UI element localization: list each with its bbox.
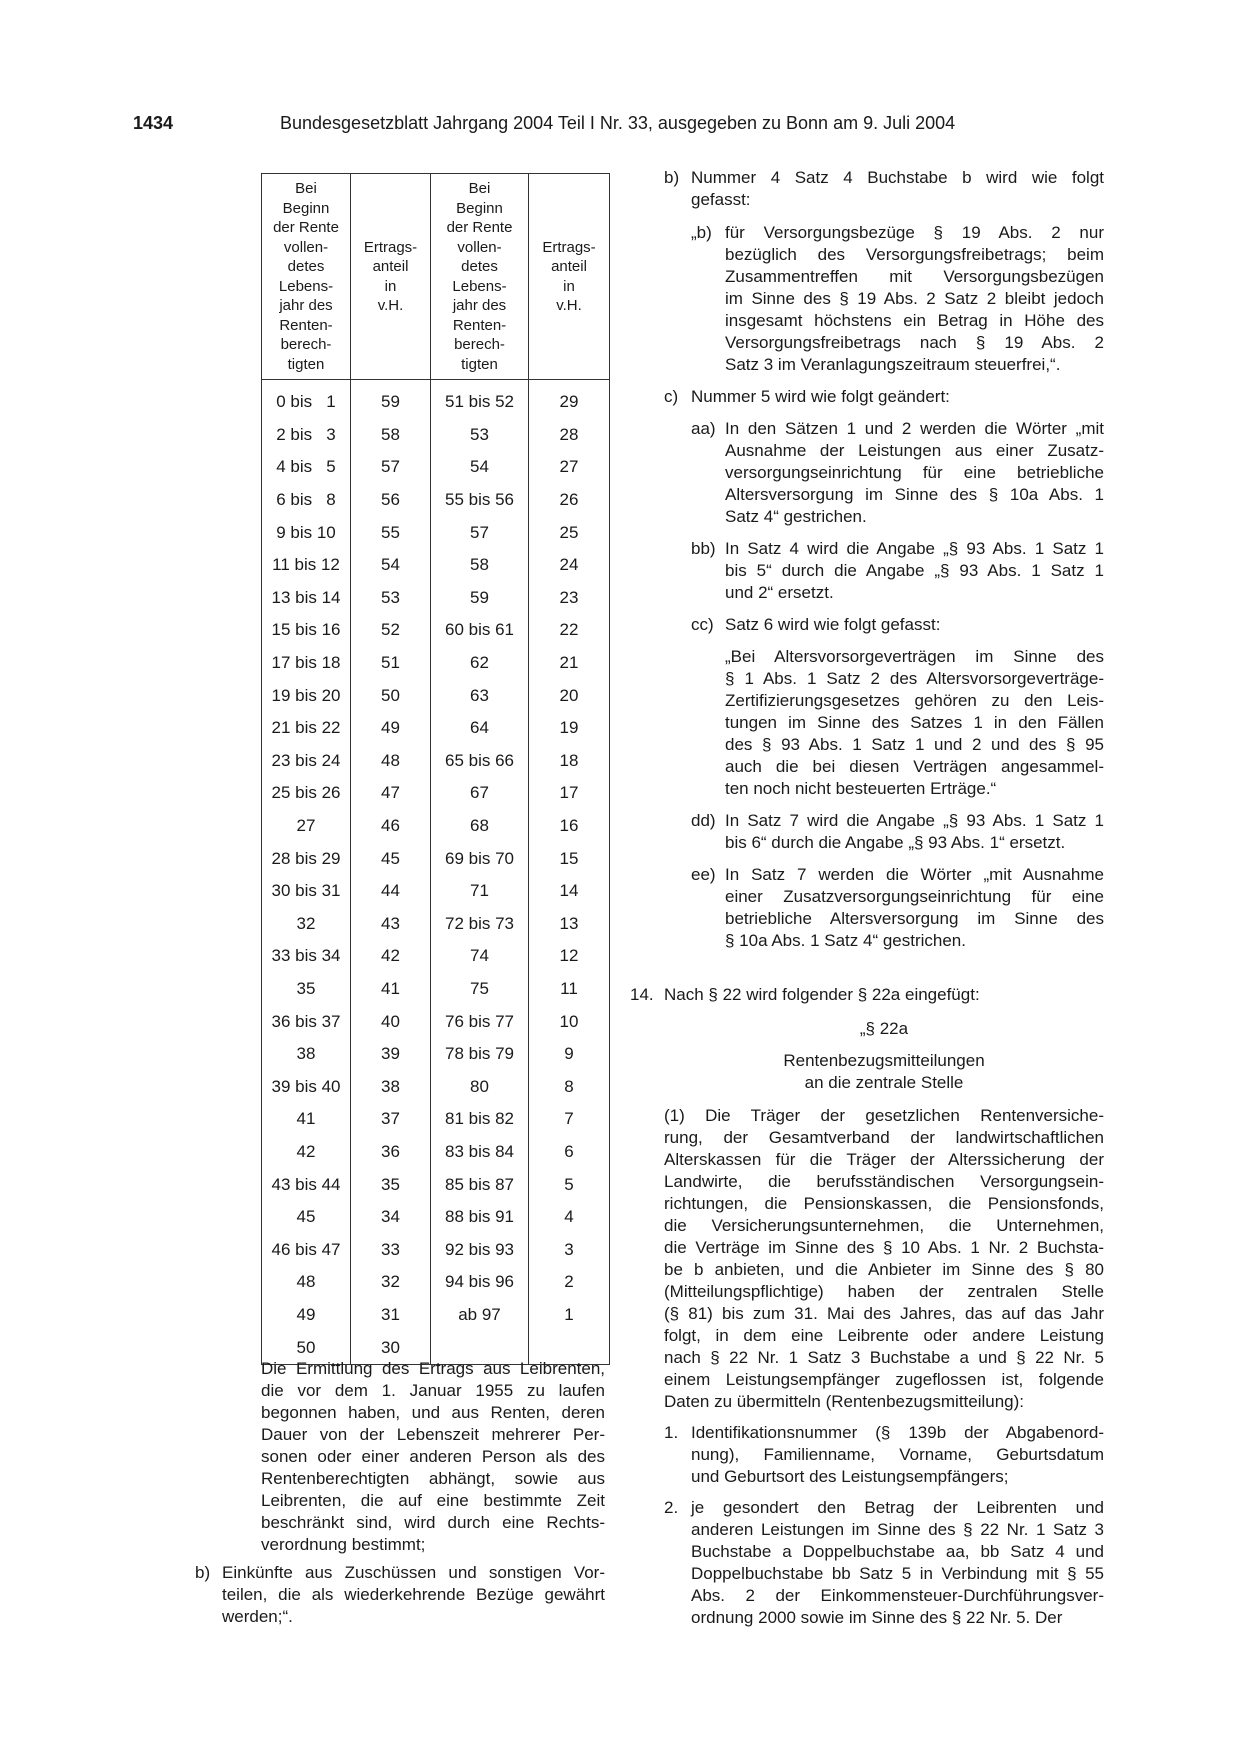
table-cell: 58 bbox=[431, 549, 529, 582]
table-cell: 32 bbox=[351, 1266, 431, 1299]
table-cell: 16 bbox=[529, 810, 610, 843]
paragraph-1 bbox=[664, 1105, 1104, 1413]
table-cell: 83 bis 84 bbox=[431, 1136, 529, 1169]
table-cell: 19 bbox=[529, 712, 610, 745]
table-row bbox=[262, 810, 610, 843]
table-cell: 59 bbox=[431, 582, 529, 615]
table-cell: 13 bis 14 bbox=[262, 582, 351, 615]
table-cell: 6 bis 8 bbox=[262, 484, 351, 517]
table-row bbox=[262, 908, 610, 941]
table-header-line: anteil bbox=[372, 258, 409, 275]
table-cell: 23 bbox=[529, 582, 610, 615]
item-ee-label: ee) bbox=[691, 865, 716, 884]
b-quote-line: für Versorgungsbezüge § 19 Abs. 2 nur bbox=[725, 223, 1104, 242]
cc-quote-line: Zertifizierungsgesetzes gehören zu den Leis- bbox=[725, 691, 1104, 710]
b-quote-text bbox=[725, 222, 1104, 376]
item-bb-label: bb) bbox=[691, 539, 716, 558]
table-cell: 38 bbox=[262, 1038, 351, 1071]
aa-line: In den Sätzen 1 und 2 werden die Wörter „mit bbox=[725, 419, 1104, 438]
table-cell: 31 bbox=[351, 1299, 431, 1332]
page-number: 1434 bbox=[133, 113, 174, 133]
table-header-line: v.H. bbox=[556, 297, 582, 314]
table-cell: 63 bbox=[431, 679, 529, 712]
aa-line: Altersversorgung im Sinne des § 10a Abs. 1 bbox=[725, 485, 1104, 504]
table-cell: 41 bbox=[262, 1103, 351, 1136]
aa-line: Ausnahme der Leistungen aus einer Zusatz- bbox=[725, 441, 1104, 460]
b-quote-line: insgesamt höchstens ein Betrag in Höhe des bbox=[725, 311, 1104, 330]
table-row bbox=[262, 614, 610, 647]
table-row bbox=[262, 419, 610, 452]
table-header-line: der Rente bbox=[273, 219, 339, 236]
list-item-2-text bbox=[691, 1497, 1104, 1629]
table-header-line: berech- bbox=[280, 336, 332, 353]
para1-line: die Versicherungsunternehmen, die Unternehmen, bbox=[664, 1216, 1104, 1235]
item-bb-text bbox=[725, 538, 1104, 604]
table-row bbox=[262, 940, 610, 973]
table-cell: 33 bis 34 bbox=[262, 940, 351, 973]
dd-line: In Satz 7 wird die Angabe „§ 93 Abs. 1 Satz 1 bbox=[725, 811, 1104, 830]
table-cell: 35 bbox=[351, 1168, 431, 1201]
table-cell: 42 bbox=[262, 1136, 351, 1169]
para1-line: Daten zu übermitteln (Rentenbezugsmitteilung): bbox=[664, 1392, 1025, 1411]
table-cell: 17 bbox=[529, 777, 610, 810]
ee-line: einer Zusatzversorgungseinrichtung für eine bbox=[725, 887, 1104, 906]
item-14-text: Nach § 22 wird folgender § 22a eingefügt: bbox=[664, 985, 980, 1004]
table-cell: 92 bis 93 bbox=[431, 1233, 529, 1266]
table-cell: 17 bis 18 bbox=[262, 647, 351, 680]
table-cell: 26 bbox=[529, 484, 610, 517]
table-cell: 28 bbox=[529, 419, 610, 452]
para1-line: die Verträge im Sinne des § 10 Abs. 1 Nr. 2 Buchsta- bbox=[664, 1238, 1104, 1257]
table-cell: 52 bbox=[351, 614, 431, 647]
table-cell: 56 bbox=[351, 484, 431, 517]
b-quote-line: bezüglich des Versorgungsfreibetrags; beim bbox=[725, 245, 1104, 264]
item-14-label: 14. bbox=[630, 985, 654, 1004]
table-cell: 34 bbox=[351, 1201, 431, 1234]
table-row bbox=[262, 745, 610, 778]
table-cell: 24 bbox=[529, 549, 610, 582]
table-cell: 37 bbox=[351, 1103, 431, 1136]
table-row bbox=[262, 451, 610, 484]
left-item-b-text bbox=[222, 1562, 605, 1628]
table-cell: 68 bbox=[431, 810, 529, 843]
table-row bbox=[262, 1103, 610, 1136]
section-title bbox=[664, 1050, 1104, 1094]
b-quote-line: im Sinne des § 19 Abs. 2 Satz 2 bleibt jedoch bbox=[725, 289, 1104, 308]
left-b-line: teilen, die als wiederkehrende Bezüge gewährt bbox=[222, 1585, 605, 1604]
table-cell: 1 bbox=[529, 1299, 610, 1332]
table-cell: 21 bis 22 bbox=[262, 712, 351, 745]
table-cell: 69 bis 70 bbox=[431, 842, 529, 875]
ermittlung-line: verordnung bestimmt; bbox=[261, 1535, 426, 1554]
item-dd-text bbox=[725, 810, 1104, 854]
item-aa-text bbox=[725, 418, 1104, 528]
right-item-b-label: b) bbox=[664, 168, 680, 187]
section-heading: „§ 22a bbox=[859, 1019, 909, 1038]
table-row bbox=[262, 1168, 610, 1201]
table-header-line: Beginn bbox=[456, 199, 503, 217]
item2-line: anderen Leistungen im Sinne des § 22 Nr. 1 Satz 3 bbox=[691, 1520, 1104, 1539]
para1-line: nach § 22 Nr. 1 Satz 3 Buchstabe a und § 22 Nr. 5 bbox=[664, 1348, 1104, 1367]
table-cell: 10 bbox=[529, 1005, 610, 1038]
table-cell: 58 bbox=[351, 419, 431, 452]
table-cell: 54 bbox=[351, 549, 431, 582]
table-cell: 19 bis 20 bbox=[262, 679, 351, 712]
table-cell: 14 bbox=[529, 875, 610, 908]
table-cell: 6 bbox=[529, 1136, 610, 1169]
table-cell: 5 bbox=[529, 1168, 610, 1201]
table-header-line: Bei bbox=[468, 180, 491, 197]
table-cell: 71 bbox=[431, 875, 529, 908]
table-cell: 22 bbox=[529, 614, 610, 647]
table-cell: 28 bis 29 bbox=[262, 842, 351, 875]
table-header-col1 bbox=[262, 174, 351, 380]
table-header-line: tigten bbox=[287, 355, 325, 373]
table-cell: 4 bis 5 bbox=[262, 451, 351, 484]
table-cell: 88 bis 91 bbox=[431, 1201, 529, 1234]
bb-line: bis 5“ durch die Angabe „§ 93 Abs. 1 Satz 1 bbox=[725, 561, 1104, 580]
table-cell: 53 bbox=[431, 419, 529, 452]
table-cell: 57 bbox=[351, 451, 431, 484]
item1-line: und Geburtsort des Leistungsempfängers; bbox=[691, 1467, 1009, 1486]
page-header: Bundesgesetzblatt Jahrgang 2004 Teil I Nr. 33, ausgegeben zu Bonn am 9. Juli 2004 bbox=[280, 113, 956, 133]
table-row bbox=[262, 842, 610, 875]
item-cc-text: Satz 6 wird wie folgt gefasst: bbox=[725, 615, 941, 634]
b-quote-line: Versorgungsfreibetrags nach § 19 Abs. 2 bbox=[725, 333, 1104, 352]
table-cell: 42 bbox=[351, 940, 431, 973]
table-header-line: Lebens- bbox=[278, 277, 334, 295]
table-cell: 55 bbox=[351, 516, 431, 549]
table-cell: 44 bbox=[351, 875, 431, 908]
table-row bbox=[262, 380, 610, 419]
table-cell: 36 bbox=[351, 1136, 431, 1169]
para1-line: be b anbieten, und die Anbieter im Sinne des § 80 bbox=[664, 1260, 1104, 1279]
table-cell: 23 bis 24 bbox=[262, 745, 351, 778]
table-cell: 2 bis 3 bbox=[262, 419, 351, 452]
table-cell: 46 bis 47 bbox=[262, 1233, 351, 1266]
table-row bbox=[262, 582, 610, 615]
table-row bbox=[262, 549, 610, 582]
table-cell: 46 bbox=[351, 810, 431, 843]
bb-line: und 2“ ersetzt. bbox=[725, 583, 834, 602]
table-row bbox=[262, 1136, 610, 1169]
table-header-line: detes bbox=[461, 258, 498, 275]
table-header-line: v.H. bbox=[377, 297, 404, 314]
cc-quote-line: tungen im Sinne des Satzes 1 in den Fällen bbox=[725, 713, 1104, 732]
table-cell: 0 bis 1 bbox=[262, 380, 351, 419]
table-cell: 76 bis 77 bbox=[431, 1005, 529, 1038]
right-item-b-text bbox=[691, 167, 1104, 211]
table-row bbox=[262, 1201, 610, 1234]
table-cell: 59 bbox=[351, 380, 431, 419]
table-row bbox=[262, 1266, 610, 1299]
table-cell: 64 bbox=[431, 712, 529, 745]
table-cell: 55 bis 56 bbox=[431, 484, 529, 517]
table-header-line: Beginn bbox=[282, 199, 330, 217]
ee-line: In Satz 7 werden die Wörter „mit Ausnahme bbox=[725, 865, 1104, 884]
table-header-col4 bbox=[529, 174, 610, 380]
table-cell: 18 bbox=[529, 745, 610, 778]
table-cell: 51 bbox=[351, 647, 431, 680]
right-b-line: Nummer 4 Satz 4 Buchstabe b wird wie folgt bbox=[691, 168, 1104, 187]
ee-line: § 10a Abs. 1 Satz 4“ gestrichen. bbox=[725, 931, 966, 950]
table-cell: 48 bbox=[262, 1266, 351, 1299]
table-cell: 30 bis 31 bbox=[262, 875, 351, 908]
right-item-c-label: c) bbox=[664, 387, 679, 406]
item-cc-label: cc) bbox=[691, 615, 714, 634]
table-header-line: detes bbox=[287, 258, 325, 275]
table-cell: ab 97 bbox=[431, 1299, 529, 1332]
table-row bbox=[262, 1005, 610, 1038]
table-cell: 27 bbox=[529, 451, 610, 484]
para1-line: Landwirte, die berufsständischen Versorgungsein- bbox=[664, 1172, 1104, 1191]
dd-line: bis 6“ durch die Angabe „§ 93 Abs. 1“ ersetzt. bbox=[725, 833, 1066, 852]
table-cell: 60 bis 61 bbox=[431, 614, 529, 647]
ermittlung-line: die vor dem 1. Januar 1955 zu laufen bbox=[261, 1381, 605, 1400]
table-cell: 85 bis 87 bbox=[431, 1168, 529, 1201]
table-cell: 40 bbox=[351, 1005, 431, 1038]
item1-line: Identifikationsnummer (§ 139b der Abgabenord- bbox=[691, 1423, 1104, 1442]
aa-line: versorgungseinrichtung für eine betriebliche bbox=[725, 463, 1104, 482]
table-cell: 7 bbox=[529, 1103, 610, 1136]
table-cell: 62 bbox=[431, 647, 529, 680]
table-header-line: anteil bbox=[551, 258, 587, 275]
table-cell: 45 bbox=[351, 842, 431, 875]
ermittlung-line: Dauer von der Lebenszeit mehrerer Per- bbox=[261, 1425, 605, 1444]
table-cell: 32 bbox=[262, 908, 351, 941]
table-header-line: vollen- bbox=[283, 238, 329, 256]
table-cell: 15 bbox=[529, 842, 610, 875]
table-cell: 12 bbox=[529, 940, 610, 973]
left-b-line: Einkünfte aus Zuschüssen und sonstigen Vor- bbox=[222, 1563, 605, 1582]
table-row bbox=[262, 647, 610, 680]
ermittlung-line: Leibrenten, die auf eine bestimmte Zeit bbox=[261, 1491, 605, 1510]
para1-line: Alterskassen für die Träger der Alterssicherung der bbox=[664, 1150, 1104, 1169]
table-row bbox=[262, 777, 610, 810]
table-header-line: jahr des bbox=[279, 297, 333, 314]
list-item-2-label: 2. bbox=[664, 1498, 679, 1517]
table-header-line: der Rente bbox=[446, 219, 513, 236]
table-cell: 41 bbox=[351, 973, 431, 1006]
table-row bbox=[262, 1299, 610, 1332]
table-cell: 51 bis 52 bbox=[431, 380, 529, 419]
table-cell: 38 bbox=[351, 1070, 431, 1103]
ermittlung-line: begonnen haben, und aus Renten, deren bbox=[261, 1403, 605, 1422]
b-quote-line: Satz 3 im Veranlagungszeitraum steuerfrei,“. bbox=[725, 355, 1061, 374]
table-header-line: Renten- bbox=[279, 316, 333, 334]
table-header-line: in bbox=[563, 277, 575, 295]
table-cell: 65 bis 66 bbox=[431, 745, 529, 778]
table-cell: 39 bbox=[351, 1038, 431, 1071]
item-aa-label: aa) bbox=[691, 419, 716, 438]
table-cell: 50 bbox=[262, 1331, 351, 1364]
table-header-line: Renten- bbox=[452, 316, 507, 334]
para1-line: einem Leistungsempfänger zugeflossen ist, folgende bbox=[664, 1370, 1104, 1389]
section-title-line: Rentenbezugsmitteilungen bbox=[783, 1051, 985, 1070]
table-cell: 78 bis 79 bbox=[431, 1038, 529, 1071]
table-cell: 8 bbox=[529, 1070, 610, 1103]
para1-line: (Mitteilungspflichtige) haben der zentralen Stelle bbox=[664, 1282, 1104, 1301]
table-cell: 43 bis 44 bbox=[262, 1168, 351, 1201]
table-cell: 9 bbox=[529, 1038, 610, 1071]
table-cell: 15 bis 16 bbox=[262, 614, 351, 647]
table-cell: 53 bbox=[351, 582, 431, 615]
table-header-line: in bbox=[384, 277, 397, 295]
table-cell: 45 bbox=[262, 1201, 351, 1234]
left-b-line: werden;“. bbox=[222, 1607, 293, 1626]
cc-quote-line: § 1 Abs. 1 Satz 2 des Altersvorsorgeverträge- bbox=[725, 669, 1104, 688]
cc-quote-line: des § 93 Abs. 1 Satz 1 und 2 und des § 95 bbox=[725, 735, 1104, 754]
table-cell: 4 bbox=[529, 1201, 610, 1234]
cc-quote-line: auch die bei diesen Verträgen angesammel- bbox=[725, 757, 1104, 776]
table-cell: 57 bbox=[431, 516, 529, 549]
table-header-line: Bei bbox=[295, 180, 317, 197]
table-cell: 27 bbox=[262, 810, 351, 843]
cc-quote-line: ten noch nicht besteuerten Erträge.“ bbox=[725, 779, 997, 798]
table-cell: 43 bbox=[351, 908, 431, 941]
table-cell: 20 bbox=[529, 679, 610, 712]
ee-line: betriebliche Altersversorgung im Sinne des bbox=[725, 909, 1104, 928]
table-cell: 72 bis 73 bbox=[431, 908, 529, 941]
item2-line: je gesondert den Betrag der Leibrenten und bbox=[691, 1498, 1104, 1517]
table-cell: 47 bbox=[351, 777, 431, 810]
table-cell: 35 bbox=[262, 973, 351, 1006]
para1-line: richtungen, die Pensionskassen, die Pensionsfonds, bbox=[664, 1194, 1104, 1213]
table-cell: 13 bbox=[529, 908, 610, 941]
table-row bbox=[262, 679, 610, 712]
table-cell: 21 bbox=[529, 647, 610, 680]
table-cell: 29 bbox=[529, 380, 610, 419]
table-cell: 80 bbox=[431, 1070, 529, 1103]
item2-line: ordnung 2000 sowie im Sinne des § 22 Nr. 5. Der bbox=[691, 1608, 1063, 1627]
table-cell: 3 bbox=[529, 1233, 610, 1266]
item-ee-text bbox=[725, 864, 1104, 952]
table-cell: 67 bbox=[431, 777, 529, 810]
table-header-col3 bbox=[431, 174, 529, 380]
cc-quote-text bbox=[725, 646, 1104, 800]
table-row bbox=[262, 484, 610, 517]
table-header-line: jahr des bbox=[452, 297, 507, 314]
ermittlung-line: beschränkt sind, wird durch eine Rechts- bbox=[261, 1513, 605, 1532]
table-row bbox=[262, 875, 610, 908]
right-b-line: gefasst: bbox=[691, 190, 751, 209]
table-cell: 94 bis 96 bbox=[431, 1266, 529, 1299]
table-cell: 30 bbox=[351, 1331, 431, 1364]
item2-line: Buchstabe a Doppelbuchstabe aa, bb Satz 4 und bbox=[691, 1542, 1104, 1561]
bb-line: In Satz 4 wird die Angabe „§ 93 Abs. 1 Satz 1 bbox=[725, 539, 1104, 558]
ermittlung-line: Rentenberechtigten abhängt, sowie aus bbox=[261, 1469, 605, 1488]
section-title-line: an die zentrale Stelle bbox=[804, 1073, 964, 1092]
para1-line: (1) Die Träger der gesetzlichen Rentenversiche- bbox=[664, 1106, 1104, 1125]
ermittlung-paragraph bbox=[261, 1358, 605, 1556]
table-cell: 75 bbox=[431, 973, 529, 1006]
table-cell: 11 bis 12 bbox=[262, 549, 351, 582]
b-quote-line: Zusammentreffen mit Versorgungsbezügen bbox=[725, 267, 1104, 286]
table-cell: 49 bbox=[351, 712, 431, 745]
table-header-line: vollen- bbox=[457, 238, 502, 256]
aa-line: Satz 4“ gestrichen. bbox=[725, 507, 867, 526]
b-quote-label: „b) bbox=[691, 223, 712, 242]
item2-line: Abs. 2 der Einkommensteuer-Durchführungsver- bbox=[691, 1586, 1104, 1605]
table-cell: 9 bis 10 bbox=[262, 516, 351, 549]
table-cell: 25 bis 26 bbox=[262, 777, 351, 810]
item2-line: Doppelbuchstabe bb Satz 5 in Verbindung mit § 55 bbox=[691, 1564, 1104, 1583]
table-row bbox=[262, 1070, 610, 1103]
table-cell: 11 bbox=[529, 973, 610, 1006]
right-item-c-text: Nummer 5 wird wie folgt geändert: bbox=[691, 387, 950, 406]
table-cell: 74 bbox=[431, 940, 529, 973]
table-header-line: tigten bbox=[461, 355, 498, 373]
table-cell: 48 bbox=[351, 745, 431, 778]
item1-line: nung), Familienname, Vorname, Geburtsdatum bbox=[691, 1445, 1104, 1464]
table-cell: 39 bis 40 bbox=[262, 1070, 351, 1103]
table-cell: 33 bbox=[351, 1233, 431, 1266]
table-header-col2 bbox=[351, 174, 431, 380]
para1-line: (§ 81) bis zum 31. Mai des Jahres, das auf das Jahr bbox=[664, 1304, 1104, 1323]
left-item-b-label: b) bbox=[195, 1563, 211, 1582]
ermittlung-line: sonen oder einer anderen Person als des bbox=[261, 1447, 605, 1466]
table-header-line: Ertrags- bbox=[363, 238, 418, 256]
table-header-line: berech- bbox=[454, 336, 505, 353]
table-cell: 2 bbox=[529, 1266, 610, 1299]
list-item-1-label: 1. bbox=[664, 1423, 679, 1442]
cc-quote-line: „Bei Altersvorsorgeverträgen im Sinne des bbox=[725, 647, 1104, 666]
table-row bbox=[262, 712, 610, 745]
list-item-1-text bbox=[691, 1422, 1104, 1488]
item-dd-label: dd) bbox=[691, 811, 716, 830]
table-cell: 25 bbox=[529, 516, 610, 549]
ertragsanteil-table bbox=[261, 173, 610, 1365]
table-header-line: Lebens- bbox=[452, 277, 507, 295]
table-row bbox=[262, 1038, 610, 1071]
table-cell: 50 bbox=[351, 679, 431, 712]
ermittlung-line: Die Ermittlung des Ertrags aus Leibrenten, bbox=[261, 1359, 605, 1378]
table-row bbox=[262, 516, 610, 549]
table-cell: 49 bbox=[262, 1299, 351, 1332]
table-row bbox=[262, 1233, 610, 1266]
table-cell: 36 bis 37 bbox=[262, 1005, 351, 1038]
table-row bbox=[262, 973, 610, 1006]
table-cell: 54 bbox=[431, 451, 529, 484]
para1-line: folgt, in dem eine Leibrente oder andere Leistung bbox=[664, 1326, 1104, 1345]
table-header-line: Ertrags- bbox=[542, 238, 596, 256]
para1-line: rung, der Gesamtverband der landwirtschaftlichen bbox=[664, 1128, 1104, 1147]
table-cell: 81 bis 82 bbox=[431, 1103, 529, 1136]
